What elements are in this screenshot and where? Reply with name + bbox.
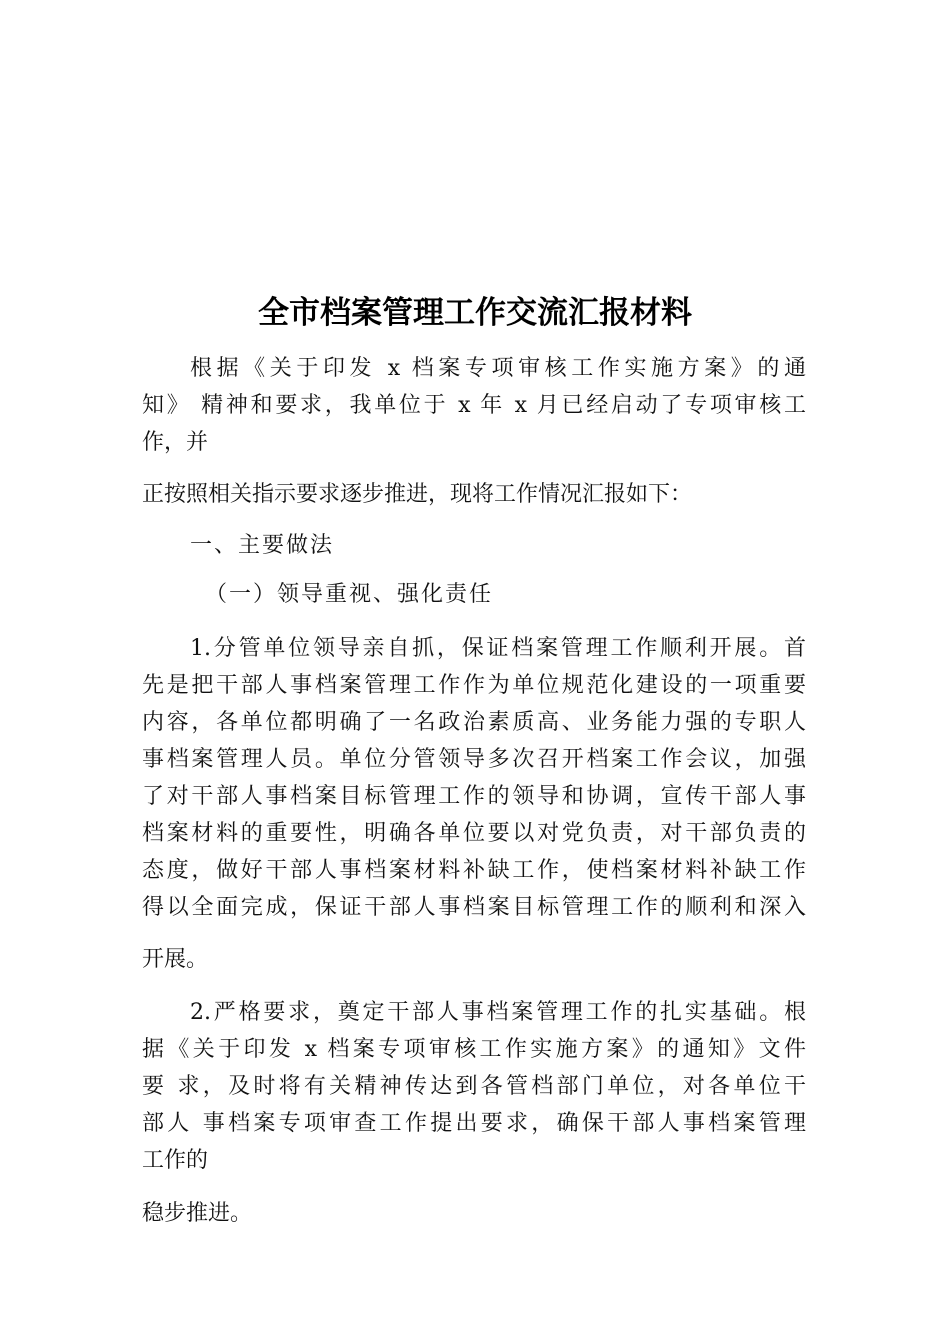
paragraph-1-line-4: 事档案管理人员。单位分管领导多次召开档案工作会议，加强: [142, 747, 806, 772]
paragraph-1-line-8: 得以全面完成，保证干部人事档案目标管理工作的顺利和深入: [142, 895, 806, 920]
intro-line-2: 知》 精神和要求，我单位于 x 年 x 月已经启动了专项审核工: [142, 393, 806, 418]
intro-line-1: 根据《关于印发 x 档案专项审核工作实施方案》的通: [190, 356, 806, 381]
paragraph-2-line-4: 部人 事档案专项审查工作提出要求，确保干部人事档案管理: [142, 1111, 806, 1136]
paragraph-1: [142, 630, 806, 926]
paragraph-1-line-2: 先是把干部人事档案管理工作作为单位规范化建设的一项重要: [142, 673, 806, 698]
paragraph-2-continuation-line: 稳步推进。: [142, 1201, 253, 1226]
paragraph-2-line-1: 2.严格要求，奠定干部人事档案管理工作的扎实基础。根: [190, 1000, 806, 1025]
paragraph-2-continuation: [142, 1195, 806, 1232]
paragraph-1-line-6: 档案材料的重要性，明确各单位要以对党负责，对干部负责的: [142, 821, 806, 846]
paragraph-2: [142, 994, 806, 1179]
paragraph-1-line-5: 了对干部人事档案目标管理工作的领导和协调，宣传干部人事: [142, 784, 806, 809]
intro-line-3: 作，并: [142, 430, 209, 455]
paragraph-2-line-2: 据《关于印发 x 档案专项审核工作实施方案》的通知》文件: [142, 1037, 806, 1062]
intro-paragraph: [142, 350, 806, 461]
subsection-heading-leadership: （一）领导重视、强化责任: [205, 582, 494, 607]
section-heading-main-practices: 一、主要做法: [190, 533, 335, 558]
intro-continuation-line: 正按照相关指示要求逐步推进，现将工作情况汇报如下：: [142, 482, 693, 507]
paragraph-2-line-3: 要 求，及时将有关精神传达到各管档部门单位，对各单位干: [142, 1074, 806, 1099]
paragraph-1-line-3: 内容，各单位都明确了一名政治素质高、业务能力强的专职人: [142, 710, 806, 735]
paragraph-1-line-7: 态度，做好干部人事档案材料补缺工作，使档案材料补缺工作: [142, 858, 806, 883]
paragraph-2-line-5: 工作的: [142, 1148, 209, 1173]
paragraph-1-continuation: [142, 941, 806, 978]
document-title: 全市档案管理工作交流汇报材料: [258, 295, 692, 331]
intro-continuation: [142, 476, 806, 513]
paragraph-1-line-1: 1.分管单位领导亲自抓，保证档案管理工作顺利开展。首: [190, 636, 806, 661]
paragraph-1-continuation-line: 开展。: [142, 947, 209, 972]
